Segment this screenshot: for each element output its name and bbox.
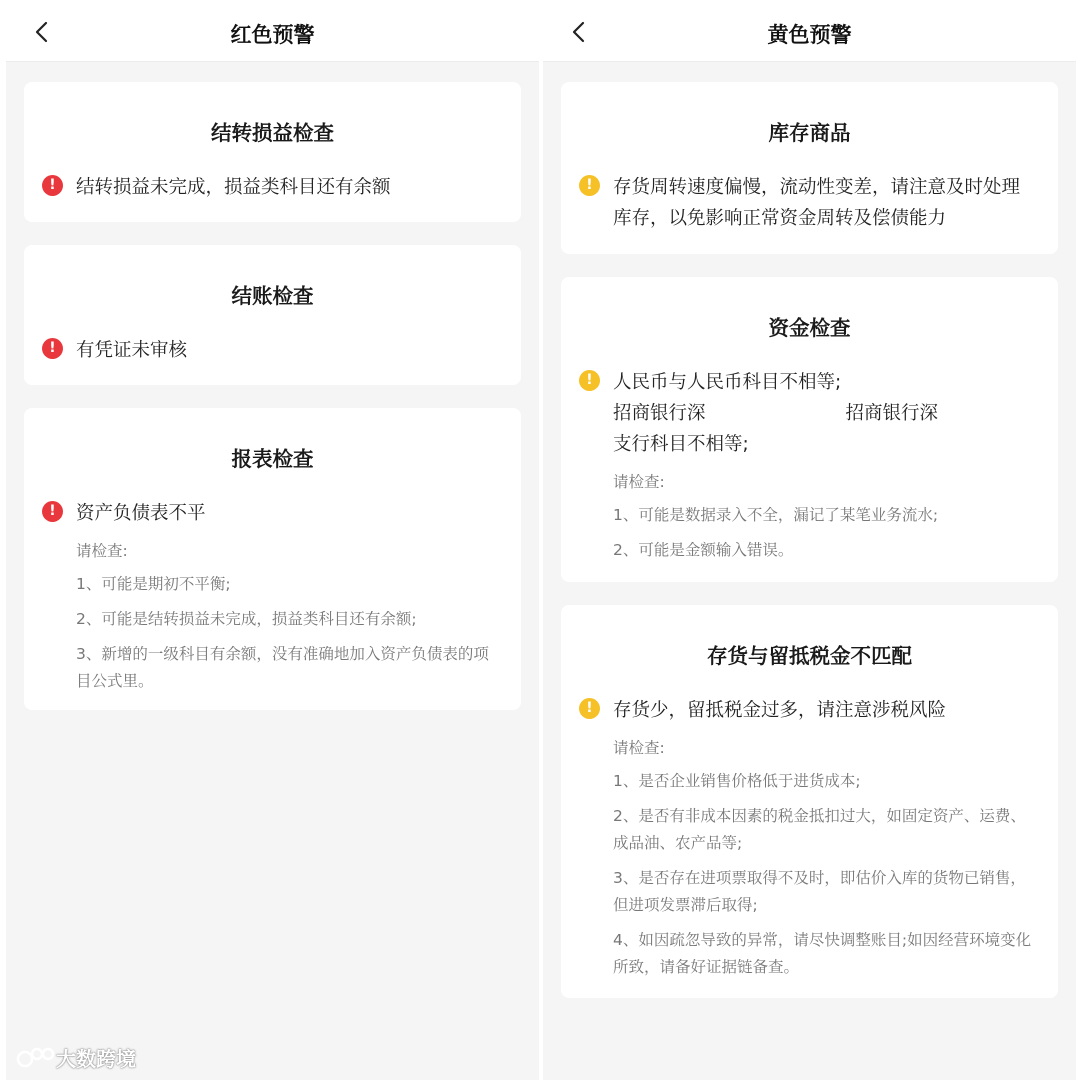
- alert-message-line: [613, 398, 1038, 429]
- alert-card-closing: [24, 245, 521, 385]
- alert-card-carry-forward: [24, 82, 521, 222]
- alert-row: [24, 335, 521, 366]
- exclamation-circle-icon: !: [579, 370, 600, 391]
- card-title: 库存商品: [768, 121, 851, 145]
- alert-row: [561, 367, 1058, 460]
- yellow-alert-screen: [543, 0, 1076, 1080]
- check-item: 3、是否存在进项票取得不及时，即估价入库的货物已销售，但进项发票滞后取得;: [613, 869, 1026, 914]
- red-alert-screen: [6, 0, 539, 1080]
- navigation-bar: [6, 0, 539, 62]
- exclamation-circle-icon: !: [579, 175, 600, 196]
- exclamation-circle-icon: !: [42, 338, 63, 359]
- alert-card-tax-mismatch: [561, 605, 1058, 998]
- check-title: 请检查:: [76, 542, 128, 560]
- exclamation-circle-icon: !: [42, 501, 63, 522]
- check-item: 3、新增的一级科目有余额，没有准确地加入资产负债表的项目公式里。: [76, 645, 489, 690]
- alert-message-line: 人民币与人民币科目不相等;: [613, 372, 842, 393]
- check-item: 1、是否企业销售价格低于进货成本;: [613, 772, 861, 790]
- alert-message: 存货周转速度偏慢，流动性变差，请注意及时处理库存，以免影响正常资金周转及偿债能力: [613, 177, 1021, 229]
- alert-card-funds: [561, 277, 1058, 582]
- alert-card-inventory: [561, 82, 1058, 254]
- alert-message: 存货少，留抵税金过多，请注意涉税风险: [613, 700, 947, 721]
- alert-message: 结转损益未完成，损益类科目还有余额: [76, 177, 391, 198]
- watermark: [16, 1043, 136, 1072]
- check-item: 2、是否有非成本因素的税金抵扣过大，如固定资产、运费、成品油、农产品等;: [613, 807, 1026, 852]
- card-title: 存货与留抵税金不匹配: [707, 644, 912, 668]
- page-title: 红色预警: [230, 23, 315, 47]
- check-title: 请检查:: [613, 739, 665, 757]
- alert-card-report: [24, 408, 521, 710]
- bank-name-partial: 招商银行深: [845, 403, 939, 424]
- alert-row: [561, 695, 1058, 726]
- navigation-bar: [543, 0, 1076, 62]
- alert-row: [561, 172, 1058, 234]
- card-title: 结账检查: [231, 284, 314, 308]
- check-title: 请检查:: [613, 473, 665, 491]
- check-detail: [613, 470, 1036, 564]
- check-item: 2、可能是结转损益未完成，损益类科目还有余额;: [76, 610, 417, 628]
- check-item: 2、可能是金额输入错误。: [613, 541, 794, 559]
- alert-message: 有凭证未审核: [76, 340, 188, 361]
- watermark-logo-icon: [16, 1045, 56, 1071]
- check-detail: [76, 539, 499, 695]
- alert-message-line: 支行科目不相等;: [613, 434, 749, 455]
- alert-row: [24, 172, 521, 203]
- watermark-text: 大数跨境: [56, 1047, 136, 1071]
- card-title: 报表检查: [231, 447, 314, 471]
- page-title: 黄色预警: [767, 23, 852, 47]
- alert-row: [24, 498, 521, 529]
- check-item: 1、可能是期初不平衡;: [76, 575, 231, 593]
- card-title: 资金检查: [768, 316, 851, 340]
- exclamation-circle-icon: !: [579, 698, 600, 719]
- redacted-region: [706, 399, 846, 419]
- check-item: 4、如因疏忽导致的异常，请尽快调整账目;如因经营环境变化所致，请备好证据链备查。: [613, 931, 1032, 976]
- bank-name-partial: 招商银行深: [613, 403, 706, 424]
- check-detail: [613, 736, 1036, 981]
- alert-message: 资产负债表不平: [76, 503, 206, 524]
- check-item: 1、可能是数据录入不全，漏记了某笔业务流水;: [613, 506, 939, 524]
- exclamation-circle-icon: !: [42, 175, 63, 196]
- card-title: 结转损益检查: [211, 121, 334, 145]
- alert-message: [613, 367, 1038, 460]
